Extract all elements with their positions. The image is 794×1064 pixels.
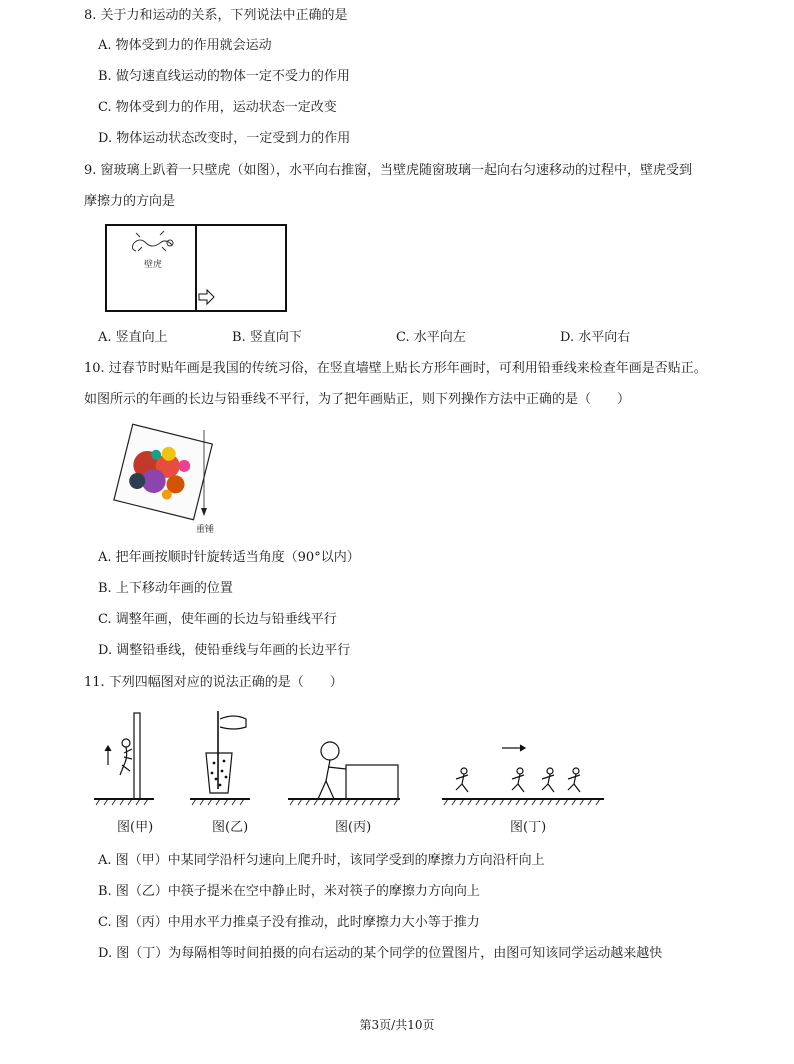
q11-figures xyxy=(90,705,610,815)
runner-1 xyxy=(456,768,468,792)
q11-option-a: A. 图（甲）中某同学沿杆匀速向上爬升时，该同学受到的摩擦力方向沿杆向上 xyxy=(98,853,545,868)
q9-stem-line1: 9. 窗玻璃上趴着一只壁虎（如图），水平向右推窗，当壁虎随窗玻璃一起向右匀速移动的过程中，壁虎受到 xyxy=(84,163,693,178)
q10-stem-line2: 如图所示的年画的长边与铅垂线不平行，为了把年画贴正，则下列操作方法中正确的是（ ） xyxy=(84,392,631,407)
q11-stem: 11. 下列四幅图对应的说法正确的是（ ） xyxy=(84,675,343,690)
plumb-bob-icon xyxy=(201,508,207,516)
q10-option-a: A. 把年画按顺时针旋转适当角度（90°以内） xyxy=(98,550,360,565)
q11-option-b: B. 图（乙）中筷子提米在空中静止时，米对筷子的摩擦力方向向上 xyxy=(98,884,480,899)
q9-option-b: B. 竖直向下 xyxy=(232,330,302,345)
gecko-label: 壁虎 xyxy=(144,260,163,270)
q8-option-d: D. 物体运动状态改变时，一定受到力的作用 xyxy=(98,131,351,146)
runner-4 xyxy=(568,768,580,792)
push-arrow-icon xyxy=(199,290,214,304)
q8-option-a: A. 物体受到力的作用就会运动 xyxy=(98,38,272,53)
q10-option-c: C. 调整年画，使年画的长边与铅垂线平行 xyxy=(98,612,337,627)
page-footer: 第3页/共10页 xyxy=(359,1018,435,1032)
q9-option-d: D. 水平向右 xyxy=(560,330,631,345)
q10-stem-line1: 10. 过春节时贴年画是我国的传统习俗，在竖直墙壁上贴长方形年画时，可利用铅垂线来检查年画是否贴正。 xyxy=(84,361,707,376)
caption-bing: 图(丙) xyxy=(335,820,372,835)
fig-ding-runner-sequence xyxy=(442,745,604,805)
fig-yi-chopstick-rice xyxy=(190,711,250,805)
q10-option-d: D. 调整铅垂线，使铅垂线与年画的长边平行 xyxy=(98,643,351,658)
fig-bing-pushing-table xyxy=(288,742,400,805)
runner-2 xyxy=(512,768,524,792)
fig-jia-pole-climber xyxy=(94,713,154,805)
q9-option-a: A. 竖直向上 xyxy=(98,330,168,345)
q9-window-figure xyxy=(104,223,290,315)
q8-stem: 8. 关于力和运动的关系，下列说法中正确的是 xyxy=(84,8,348,23)
q8-option-c: C. 物体受到力的作用，运动状态一定改变 xyxy=(98,100,337,115)
q10-poster-figure xyxy=(104,420,224,538)
caption-yi: 图(乙) xyxy=(212,820,249,835)
q9-option-c: C. 水平向左 xyxy=(396,330,466,345)
q10-option-b: B. 上下移动年画的位置 xyxy=(98,581,233,596)
caption-jia: 图(甲) xyxy=(117,820,154,835)
caption-ding: 图(丁) xyxy=(510,820,547,835)
runner-3 xyxy=(542,768,554,792)
q11-option-d: D. 图（丁）为每隔相等时间拍摄的向右运动的某个同学的位置图片，由图可知该同学运动越来越快 xyxy=(98,946,663,961)
new-year-poster xyxy=(114,424,212,520)
q11-option-c: C. 图（丙）中用水平力推桌子没有推动，此时摩擦力大小等于推力 xyxy=(98,915,480,930)
q8-option-b: B. 做匀速直线运动的物体一定不受力的作用 xyxy=(98,69,350,84)
gecko-icon xyxy=(132,231,173,251)
q9-stem-line2: 摩擦力的方向是 xyxy=(84,194,176,209)
plumb-label: 重锤 xyxy=(196,525,215,535)
